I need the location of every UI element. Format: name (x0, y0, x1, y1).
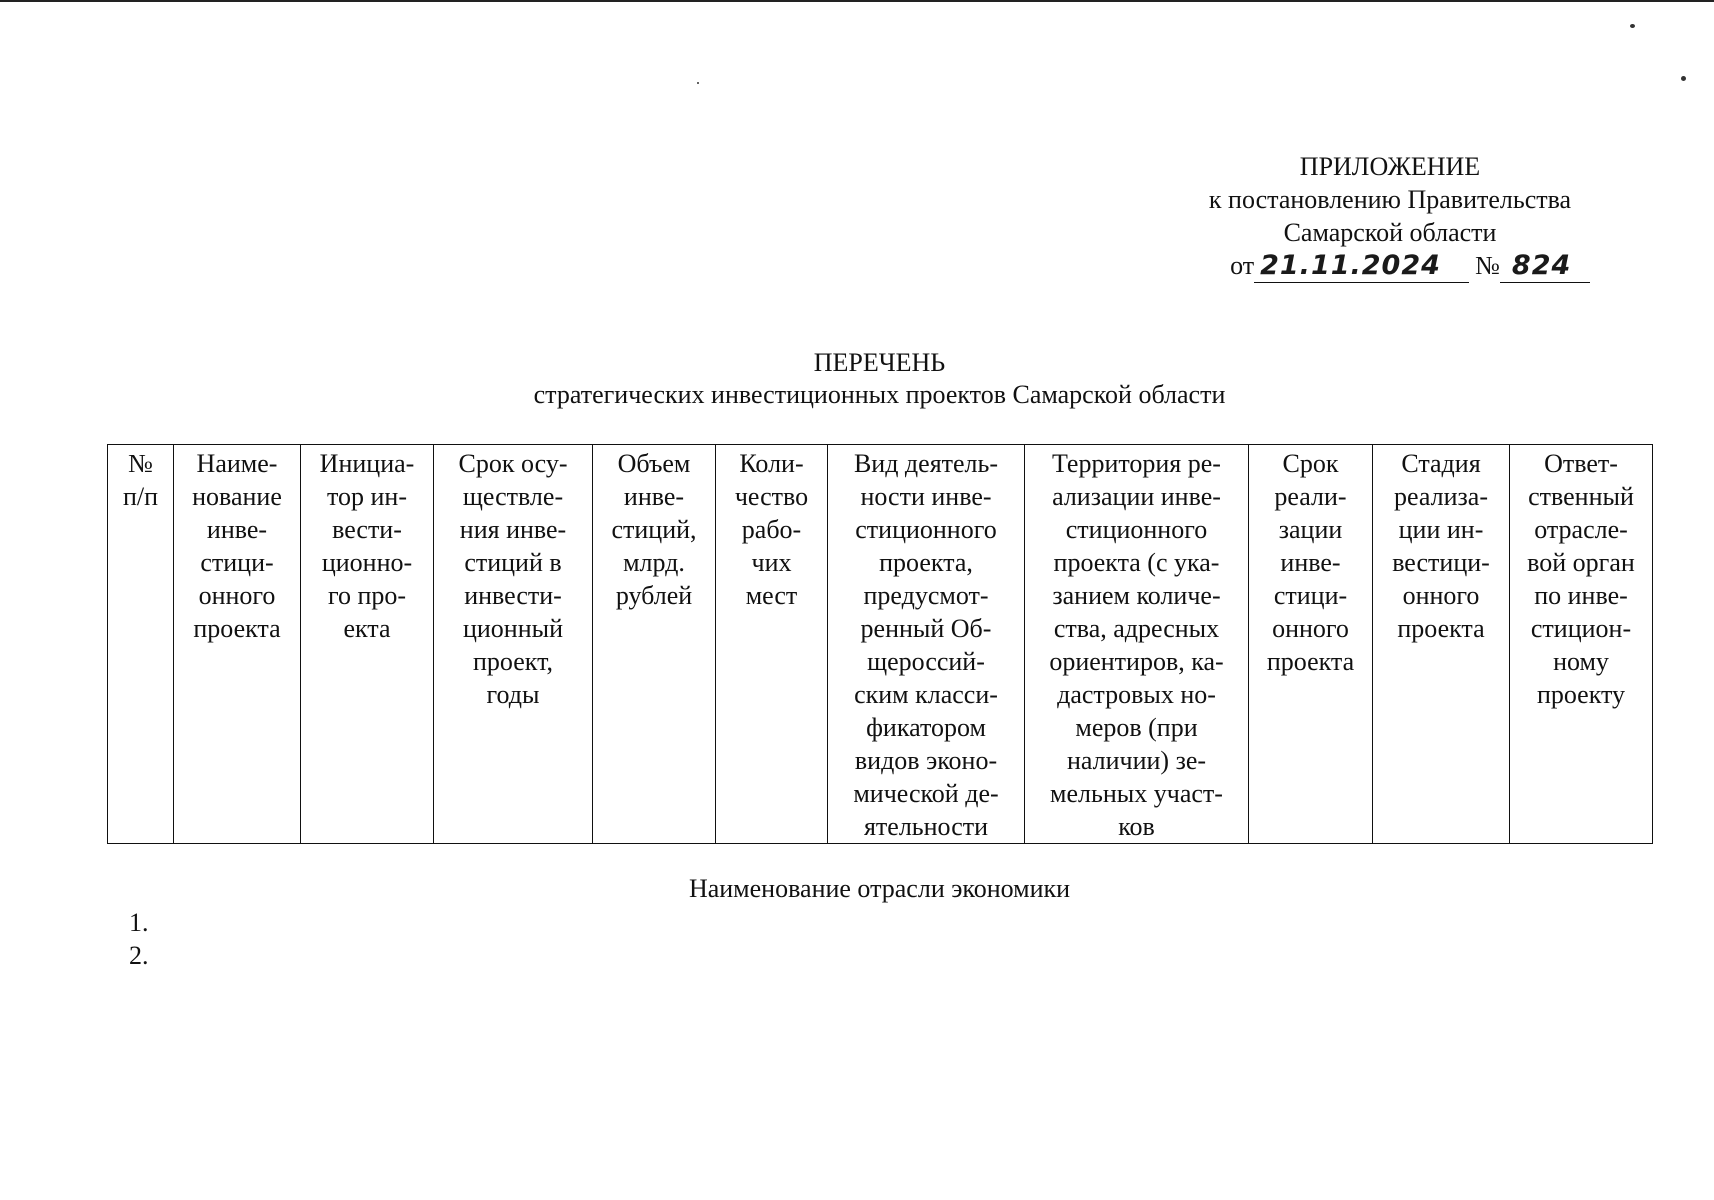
decree-date-handwritten: 21.11.2024 (1254, 249, 1469, 283)
scan-edge-line (0, 0, 1714, 2)
header-initiator: Инициа- тор ин- вести- ционно- го про- екта (301, 445, 434, 844)
document-title-block (107, 347, 1652, 411)
decree-date-line (1180, 249, 1640, 283)
header-number: № п/п (108, 445, 174, 844)
scan-speck (697, 82, 699, 84)
number-label: № (1475, 251, 1500, 280)
document-subtitle: стратегических инвестиционных проектов Самарской области (533, 380, 1226, 409)
header-jobs-count: Коли- чество рабо- чих мест (716, 445, 828, 844)
appendix-block (1140, 150, 1640, 283)
decree-number-handwritten: 824 (1500, 249, 1590, 283)
section-title: Наименование отрасли экономики (688, 874, 1071, 903)
table-header-row (108, 445, 1653, 844)
projects-table (107, 444, 1653, 844)
header-project-name: Наиме- нование инве- стици- онного проекта (174, 445, 301, 844)
scan-speck (1630, 24, 1635, 28)
list-item: 2. (129, 941, 149, 970)
header-investment-period: Срок осу- ществле- ния инве- стиций в инвести- ционный проект, годы (434, 445, 593, 844)
header-implementation-period: Срок реали- зации инве- стици- онного проекта (1249, 445, 1373, 844)
list-item: 1. (129, 908, 149, 937)
date-prefix: от (1230, 251, 1255, 280)
header-territory: Территория ре- ализации инве- стиционного проекта (с ука- занием количе- ства, адресных ориентиров, ка- дастровых но- меров (при наличии) зе- мельных участ- ков (1025, 445, 1249, 844)
appendix-heading: ПРИЛОЖЕНИЕ (1299, 152, 1481, 181)
scan-speck (1681, 76, 1686, 81)
header-investment-volume: Объем инве- стиций, млрд. рублей (593, 445, 716, 844)
header-activity-type: Вид деятель- ности инве- стиционного проекта, предусмот- ренный Об- щероссий- ским класси- фикатором видов эконо- мической де- ятельности (828, 445, 1025, 844)
row-list (129, 906, 149, 972)
document-title: ПЕРЕЧЕНЬ (813, 348, 946, 377)
header-implementation-stage: Стадия реализа- ции ин- вестици- онного проекта (1373, 445, 1510, 844)
appendix-line-decree: к постановлению Правительства (1208, 185, 1572, 214)
appendix-line-region: Самарской области (1283, 218, 1497, 247)
header-responsible-body: Ответ- ственный отрасле- вой орган по инве- стицион- ному проекту (1510, 445, 1653, 844)
